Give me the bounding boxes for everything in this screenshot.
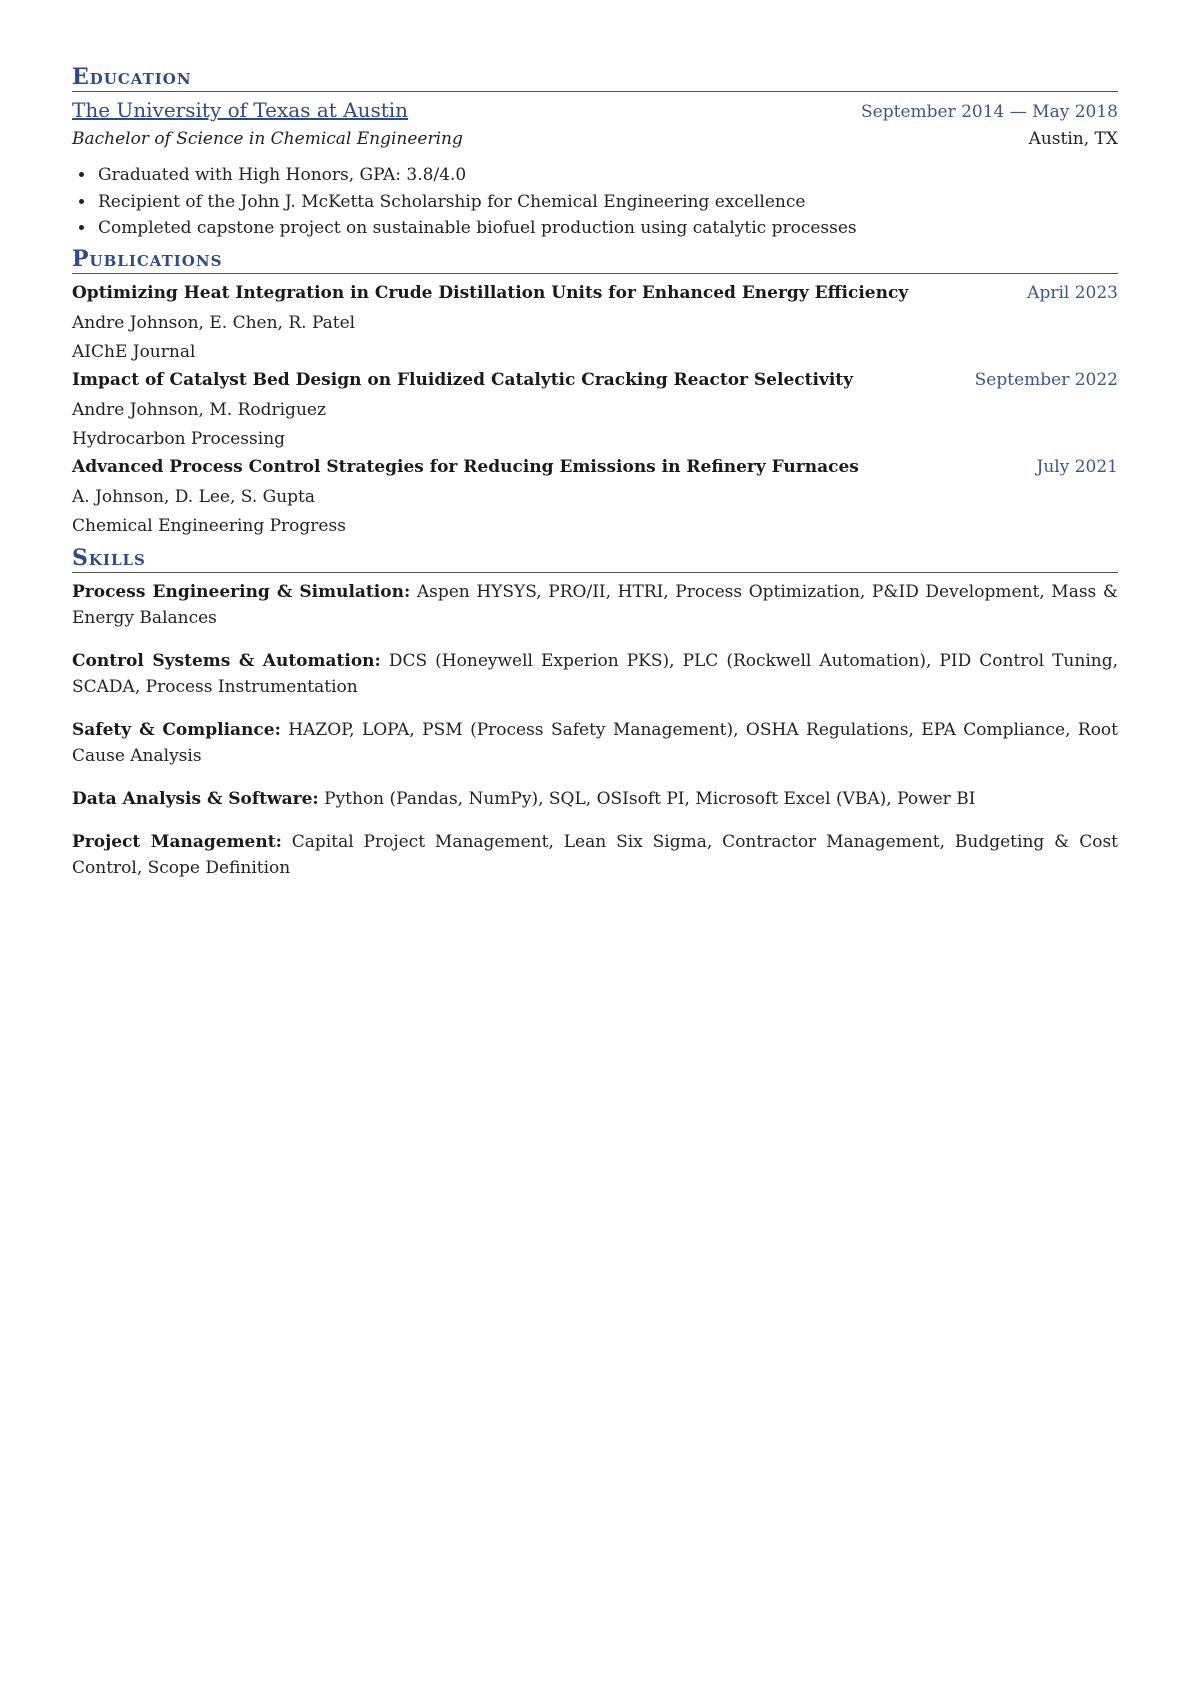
skill-item: [72, 579, 1118, 631]
publication-authors: Andre Johnson, M. Rodriguez: [72, 399, 326, 420]
skill-item: [72, 648, 1118, 700]
skill-category: Data Analysis & Software:: [72, 788, 319, 809]
publication-title: Impact of Catalyst Bed Design on Fluidized Catalytic Cracking Reactor Selectivity: [72, 369, 854, 390]
education-bullet: • Graduated with High Honors, GPA: 3.8/4.0: [96, 162, 1118, 189]
publication-item: [72, 452, 1118, 539]
education-dates: September 2014 — May 2018: [861, 102, 1118, 122]
skill-category: Process Engineering & Simulation:: [72, 581, 411, 602]
publication-header-row: [72, 278, 1118, 308]
skill-item: [72, 786, 1118, 812]
education-section: [72, 64, 1118, 242]
skill-item: [72, 829, 1118, 881]
education-heading: Education: [72, 64, 1118, 92]
skill-category: Project Management:: [72, 831, 282, 852]
publication-item: [72, 278, 1118, 365]
education-degree-row: [72, 126, 1118, 152]
education-bullet: • Recipient of the John J. McKetta Scholarship for Chemical Engineering excellence: [96, 189, 1118, 216]
skill-details: DCS (Honeywell Experion PKS), PLC (Rockwell Automation), PID Control Tuning, SCADA, Process Instrumentation: [72, 650, 1119, 697]
skills-section: [72, 545, 1118, 881]
skill-category: Control Systems & Automation:: [72, 650, 381, 671]
publication-title: Advanced Process Control Strategies for Reducing Emissions in Refinery Furnaces: [72, 456, 859, 477]
skill-item: [72, 717, 1118, 769]
publication-item: [72, 365, 1118, 452]
education-location: Austin, TX: [1028, 129, 1118, 149]
education-bullet: • Completed capstone project on sustainable biofuel production using catalytic processes: [96, 215, 1118, 242]
publication-authors: A. Johnson, D. Lee, S. Gupta: [72, 486, 316, 507]
publications-heading: Publications: [72, 246, 1118, 274]
publication-authors: Andre Johnson, E. Chen, R. Patel: [72, 312, 356, 333]
publications-section: [72, 246, 1118, 539]
skill-details: Capital Project Management, Lean Six Sigma, Contractor Management, Budgeting & Cost Control, Scope Definition: [72, 831, 1119, 878]
resume-page: [72, 64, 1118, 889]
publication-venue: Hydrocarbon Processing: [72, 428, 286, 449]
skill-details: HAZOP, LOPA, PSM (Process Safety Management), OSHA Regulations, EPA Compliance, Root Cause Analysis: [72, 719, 1118, 766]
publication-venue: Chemical Engineering Progress: [72, 515, 346, 536]
publication-date: July 2021: [1036, 456, 1118, 477]
education-header-row: [72, 96, 1118, 126]
education-bullets: [72, 162, 1118, 242]
skill-details: Python (Pandas, NumPy), SQL, OSIsoft PI, Microsoft Excel (VBA), Power BI: [324, 788, 976, 809]
publication-title: Optimizing Heat Integration in Crude Distillation Units for Enhanced Energy Efficiency: [72, 282, 909, 303]
skill-category: Safety & Compliance:: [72, 719, 281, 740]
publication-venue: AIChE Journal: [72, 341, 196, 362]
publication-date: September 2022: [974, 369, 1118, 390]
degree: Bachelor of Science in Chemical Engineering: [72, 129, 463, 149]
publication-header-row: [72, 365, 1118, 395]
school-link[interactable]: The University of Texas at Austin: [72, 98, 409, 122]
skills-heading: Skills: [72, 545, 1118, 573]
skills-list: [72, 579, 1118, 881]
publication-date: April 2023: [1027, 282, 1118, 303]
skill-details: Aspen HYSYS, PRO/II, HTRI, Process Optimization, P&ID Development, Mass & Energy Balances: [72, 581, 1119, 628]
publication-header-row: [72, 452, 1118, 482]
